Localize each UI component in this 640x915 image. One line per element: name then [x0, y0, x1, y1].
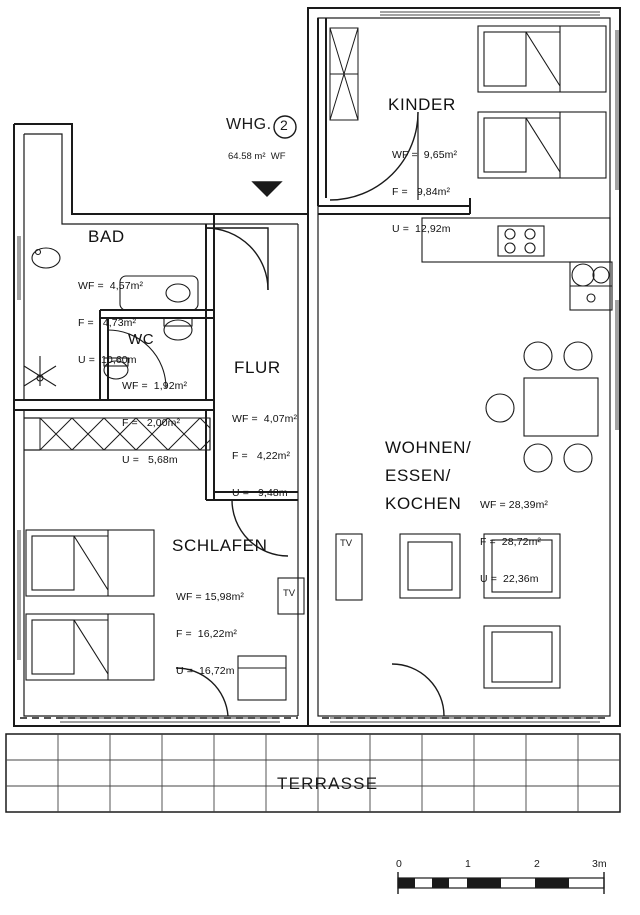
window-kinder-east — [616, 30, 618, 190]
scale-tick-3: 3m — [592, 858, 607, 870]
room-label-schlafen: SCHLAFEN — [172, 536, 268, 555]
room-label-essen: ESSEN/ — [385, 466, 451, 485]
door-arc-bad — [206, 228, 268, 290]
window-bad-west — [18, 236, 20, 300]
right-block-inner-outline — [318, 18, 610, 716]
room-label-kinder: KINDER — [388, 95, 456, 114]
room-metrics-wohnen: WF = 28,39m² F = 28,72m² U = 22,36m — [480, 498, 549, 585]
apartment-number: 2 — [280, 117, 289, 133]
terrace-label: TERRASSE — [277, 774, 379, 793]
room-label-flur: FLUR — [234, 358, 281, 377]
left-block-inner-top — [24, 134, 298, 224]
window-schlafen-west — [18, 530, 20, 660]
furniture-dining — [486, 342, 598, 472]
terrace-area — [6, 734, 620, 812]
room-label-wohnen: WOHNEN/ — [385, 438, 472, 457]
room-label-bad: BAD — [88, 227, 125, 246]
apartment-area: 64.58 m² WF — [228, 151, 286, 162]
left-block-top-outline — [14, 124, 308, 214]
window-wohnen-east — [616, 300, 618, 430]
room-metrics-flur: WF = 4,07m² F = 4,22m² U = 9,48m — [232, 412, 298, 499]
room-metrics-schlafen: WF = 15,98m² F = 16,22m² U = 16,72m — [176, 590, 245, 677]
room-metrics-kinder: WF = 9,65m² F = 9,84m² U = 12,92m — [392, 148, 458, 235]
furniture-kinder — [478, 26, 606, 178]
tv-label-schlafen: TV — [283, 588, 296, 599]
scale-tick-0: 0 — [396, 858, 402, 870]
room-metrics-bad: WF = 4,57m² F = 4,73m² U = 10,60m — [78, 279, 144, 366]
tv-label-flur: TV — [340, 538, 353, 549]
scale-tick-2: 2 — [534, 858, 540, 870]
window-kinder-north — [380, 12, 600, 15]
room-label-wc: WC — [128, 331, 155, 348]
right-block-outline — [308, 8, 620, 726]
door-leaf-bad — [206, 228, 268, 290]
scale-tick-1: 1 — [465, 858, 471, 870]
scale-bar — [398, 872, 604, 894]
room-metrics-wc: WF = 1,92m² F = 2,00m² U = 5,68m — [122, 379, 188, 466]
door-arc-wohnen-terrace — [392, 664, 444, 716]
room-label-kochen: KOCHEN — [385, 494, 462, 513]
apartment-label: WHG. — [226, 116, 272, 133]
